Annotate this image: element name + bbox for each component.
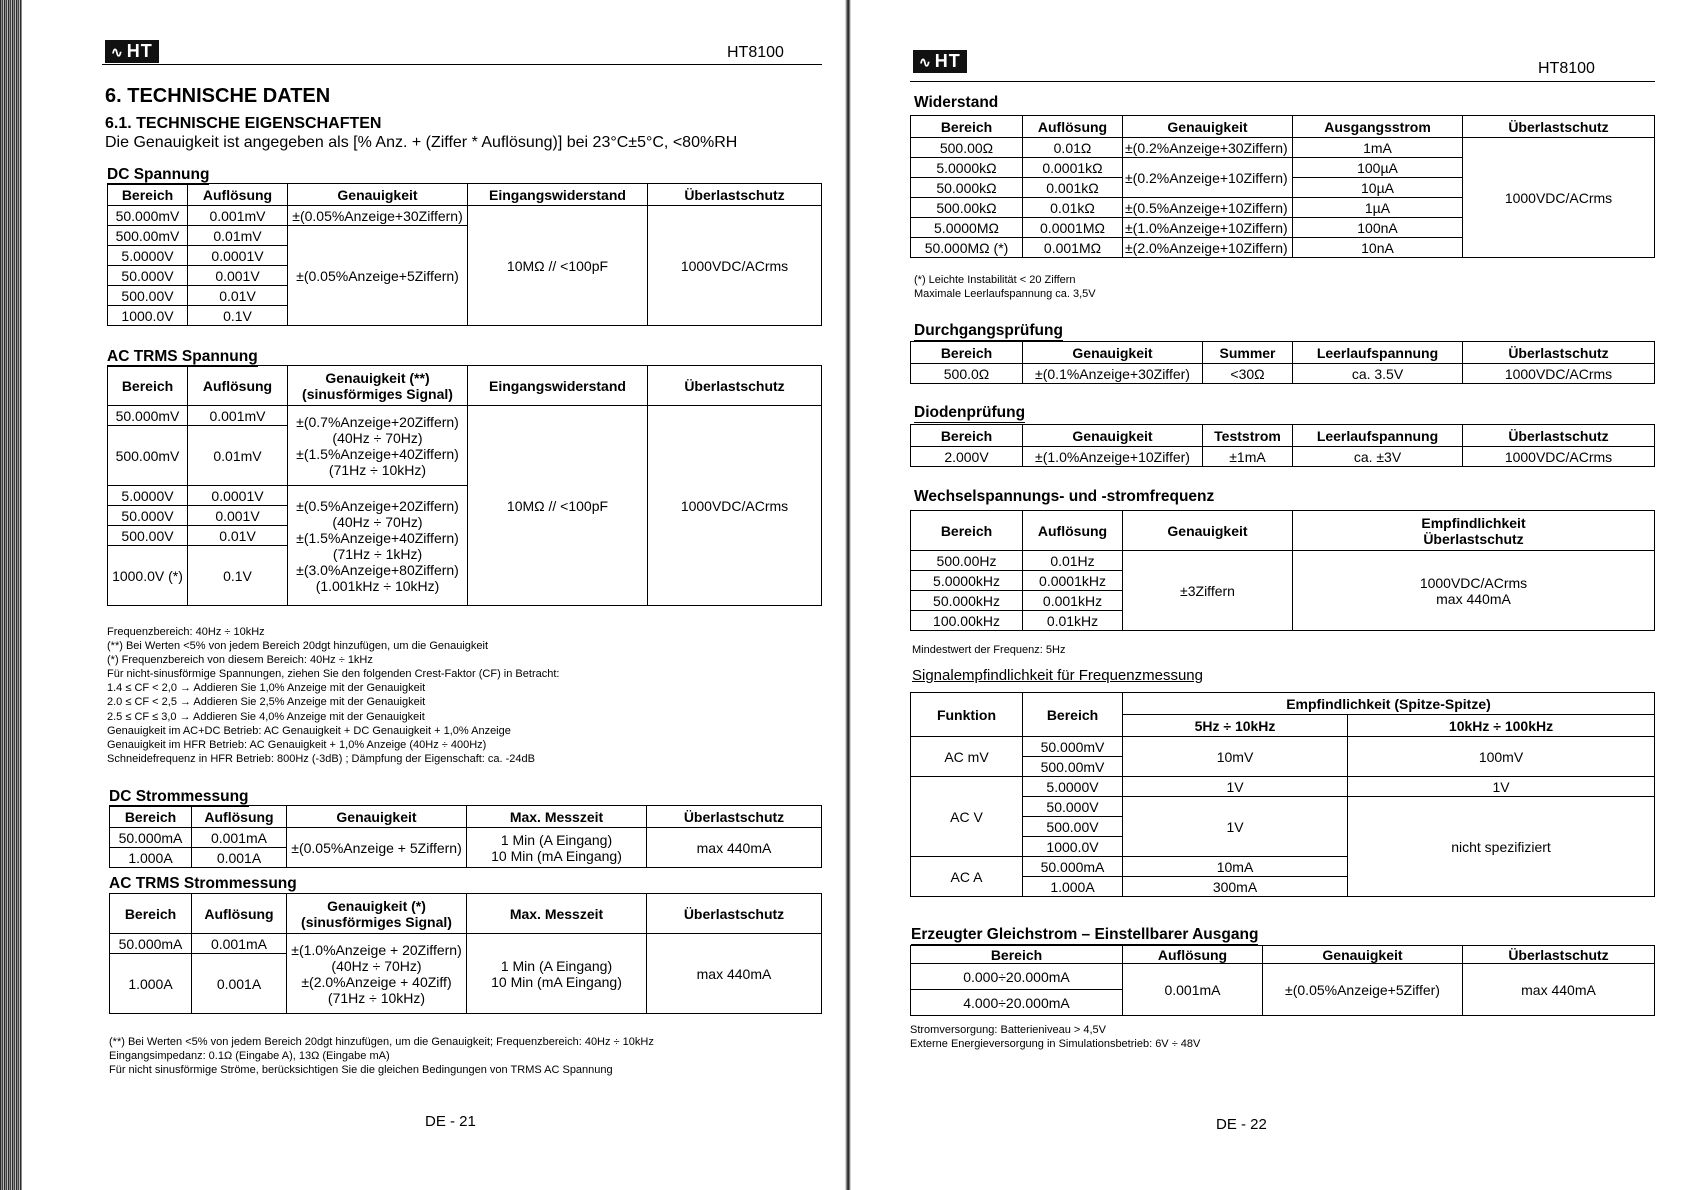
diode-table: [910, 424, 1655, 467]
header-line: Genauigkeit (*): [327, 897, 426, 914]
current-cell: 100nA: [1293, 218, 1463, 238]
dc-current-table: [109, 805, 822, 868]
header-line: Empfindlichkeit: [1421, 514, 1526, 531]
resolution-cell: 0.001A: [192, 954, 287, 1014]
note-line: 1.4 ≤ CF < 2,0 → Addieren Sie 1,0% Anzeige mit der Genauigkeit: [107, 682, 426, 695]
function-cell: AC mV: [911, 737, 1023, 777]
col-header: Bereich: [1023, 693, 1123, 737]
accuracy-line: ±(3.0%Anzeige+80Ziffern): [296, 561, 459, 578]
protection-cell: 1000VDC/ACrms: [648, 206, 822, 326]
function-cell: AC V: [911, 777, 1023, 857]
range-cell: 50.000mA: [110, 934, 192, 954]
resolution-cell: 0.0001MΩ: [1023, 218, 1123, 238]
note-line: Eingangsimpedanz: 0.1Ω (Eingabe A), 13Ω (Eingabe mA): [109, 1050, 390, 1063]
resolution-cell: 0.01Hz: [1023, 551, 1123, 571]
current-cell: 1mA: [1293, 138, 1463, 158]
col-header: Überlastschutz: [1463, 342, 1655, 364]
resolution-cell: 0.0001kΩ: [1023, 158, 1123, 178]
note-line: Schneidefrequenz in HFR Betrieb: 800Hz (-3dB) ; Dämpfung der Eigenschaft: ca. -24dB: [107, 752, 536, 765]
col-header: Überlastschutz: [647, 894, 822, 934]
col-header: Genauigkeit: [1123, 116, 1293, 138]
note-line: (*) Leichte Instabilität < 20 Ziffern: [914, 274, 1076, 286]
current-cell: 10nA: [1293, 238, 1463, 258]
range-cell: 5.0000kHz: [911, 571, 1023, 591]
table-row: [911, 447, 1655, 467]
impedance-cell: 10MΩ // <100pF: [468, 406, 648, 606]
col-header: Bereich: [108, 366, 188, 406]
col-header: Eingangswiderstand: [468, 184, 648, 206]
resolution-cell: 0.001kHz: [1023, 591, 1123, 611]
current-cell: 1µA: [1293, 198, 1463, 218]
table-row: [911, 797, 1655, 817]
table-row: [108, 406, 822, 426]
protection-cell: max 440mA: [647, 934, 822, 1014]
table-row: [911, 964, 1655, 990]
accuracy-cell: ±(0.2%Anzeige+10Ziffern): [1123, 158, 1293, 198]
note-line: Für nicht sinusförmige Ströme, berücksichtigen Sie die gleichen Bedingungen von TRMS AC Spannung: [109, 1064, 613, 1077]
resolution-cell: 0.01V: [188, 286, 288, 306]
range-cell: 50.000mV: [1023, 737, 1123, 757]
ac-current-title: AC TRMS Strommessung: [109, 875, 297, 892]
resolution-cell: 0.01kHz: [1023, 611, 1123, 631]
col-header: Leerlaufspannung: [1293, 425, 1463, 447]
sensitivity-hi-cell: nicht spezifiziert: [1348, 797, 1655, 897]
note-line: Externe Energieversorgung in Simulationsbetrieb: 6V ÷ 48V: [910, 1038, 1201, 1051]
ac-voltage-title: AC TRMS Spannung: [107, 348, 258, 365]
range-cell: 1000.0V (*): [108, 546, 188, 606]
range-cell: 50.000V: [108, 506, 188, 526]
ht-logo: ∿ HT: [105, 40, 159, 63]
col-header: Teststrom: [1203, 425, 1293, 447]
resolution-cell: 0.1V: [188, 546, 288, 606]
header-line: (sinusförmiges Signal): [301, 913, 452, 930]
accuracy-cell: ±(0.05%Anzeige + 5Ziffern): [287, 828, 467, 868]
page-right: [860, 0, 1665, 1190]
note-line: Maximale Leerlaufspannung ca. 3,5V: [914, 288, 1096, 301]
resolution-cell: 0.001MΩ: [1023, 238, 1123, 258]
resolution-cell: 0.0001V: [188, 486, 288, 506]
col-header: Bereich: [911, 342, 1023, 364]
ac-voltage-notes: [107, 625, 559, 766]
col-header: Überlastschutz: [1463, 946, 1655, 964]
col-header: Max. Messzeit: [467, 806, 647, 828]
resolution-cell: 0.01Ω: [1023, 138, 1123, 158]
accuracy-cell: ±(1.0%Anzeige+10Ziffer): [1023, 447, 1203, 467]
page-number: DE - 21: [425, 1113, 476, 1130]
model-name: HT8100: [727, 44, 784, 61]
accuracy-cell: ±(0.1%Anzeige+30Ziffer): [1023, 364, 1203, 384]
range-cell: 1.000A: [110, 954, 192, 1014]
current-cell: 100µA: [1293, 158, 1463, 178]
sensitivity-lo-cell: 1V: [1123, 777, 1348, 797]
generated-current-table: [910, 945, 1655, 1016]
book-gutter: [845, 0, 851, 1190]
frequency-note: Mindestwert der Frequenz: 5Hz: [912, 644, 1066, 656]
resolution-cell: 0.001V: [188, 266, 288, 286]
frequency-title: Wechselspannungs- und -stromfrequenz: [914, 488, 1215, 505]
range-cell: 500.00Ω: [911, 138, 1023, 158]
note-line: Stromversorgung: Batterieniveau > 4,5V: [910, 1024, 1106, 1036]
resolution-cell: 0.001mA: [192, 934, 287, 954]
model-name: HT8100: [1538, 60, 1595, 77]
continuity-title: Durchgangsprüfung: [914, 322, 1063, 339]
col-header: Auflösung: [188, 366, 288, 406]
range-cell: 5.0000V: [108, 486, 188, 506]
voltage-cell: ca. 3.5V: [1293, 364, 1463, 384]
range-cell: 50.000MΩ (*): [911, 238, 1023, 258]
table-row: [110, 828, 822, 848]
col-header: Überlastschutz: [648, 184, 822, 206]
chapter-title: 6. TECHNISCHE DATEN: [105, 85, 331, 107]
resolution-cell: 0.0001kHz: [1023, 571, 1123, 591]
col-header: Überlastschutz: [1463, 425, 1655, 447]
accuracy-line: (1.001kHz ÷ 10kHz): [315, 577, 440, 594]
accuracy-line: (40Hz ÷ 70Hz): [331, 957, 422, 974]
col-header: Empfindlichkeit (Spitze-Spitze): [1123, 693, 1655, 715]
time-line: 1 Min (A Eingang): [500, 957, 613, 974]
range-cell: 500.00mV: [1023, 757, 1123, 777]
time-line: 10 Min (mA Eingang): [491, 847, 622, 864]
range-cell: 50.000mA: [1023, 857, 1123, 877]
range-cell: 4.000÷20.000mA: [911, 990, 1123, 1016]
col-header: Auflösung: [192, 894, 287, 934]
accuracy-cell: ±(1.0%Anzeige+10Ziffern): [1123, 218, 1293, 238]
page-left: [30, 0, 835, 1190]
sensitivity-hi-cell: 1V: [1348, 777, 1655, 797]
header-line: Überlastschutz: [1423, 530, 1524, 547]
col-header: Genauigkeit: [1123, 511, 1293, 551]
generated-current-notes: [910, 1023, 1200, 1051]
col-header: Überlastschutz: [647, 806, 822, 828]
col-header: [287, 894, 467, 934]
accuracy-cell: ±(2.0%Anzeige+10Ziffern): [1123, 238, 1293, 258]
sensitivity-lo-cell: 1V: [1123, 797, 1348, 857]
time-line: 10 Min (mA Eingang): [491, 973, 622, 990]
col-header: Summer: [1203, 342, 1293, 364]
col-header: Überlastschutz: [648, 366, 822, 406]
table-row: [911, 777, 1655, 797]
range-cell: 50.000mV: [108, 206, 188, 226]
resolution-cell: 0.001mV: [188, 406, 288, 426]
range-cell: 5.0000kΩ: [911, 158, 1023, 178]
col-header: Leerlaufspannung: [1293, 342, 1463, 364]
accuracy-cell: [288, 406, 468, 486]
accuracy-line: (40Hz ÷ 70Hz): [332, 429, 423, 446]
table-row: [911, 551, 1655, 571]
note-line: Frequenzbereich: 40Hz ÷ 10kHz: [107, 626, 265, 638]
accuracy-cell: ±3Ziffern: [1123, 551, 1293, 631]
resolution-cell: 0.001kΩ: [1023, 178, 1123, 198]
resolution-cell: 0.001mV: [188, 206, 288, 226]
note-line: (*) Frequenzbereich von diesem Bereich: 40Hz ÷ 1kHz: [107, 654, 373, 667]
protection-cell: 1000VDC/ACrms: [1463, 447, 1655, 467]
range-cell: 1.000A: [1023, 877, 1123, 897]
note-line: Für nicht-sinusförmige Spannungen, ziehen Sie den folgenden Crest-Faktor (CF) in Betracht:: [107, 668, 560, 681]
dc-current-title: DC Strommessung: [109, 788, 249, 805]
range-cell: 1.000A: [110, 848, 192, 868]
range-cell: 1000.0V: [108, 306, 188, 326]
accuracy-cell: [288, 486, 468, 606]
range-cell: 0.000÷20.000mA: [911, 964, 1123, 990]
accuracy-line: ±(1.0%Anzeige + 20Ziffern): [291, 941, 462, 958]
accuracy-line: ±(1.5%Anzeige+40Ziffern): [296, 529, 459, 546]
resolution-cell: 0.001V: [188, 506, 288, 526]
table-row: [911, 737, 1655, 757]
range-cell: 500.00kΩ: [911, 198, 1023, 218]
col-header: Genauigkeit: [1023, 342, 1203, 364]
impedance-cell: 10MΩ // <100pF: [468, 206, 648, 326]
frequency-table: [910, 510, 1655, 631]
col-header: [288, 366, 468, 406]
col-header: Auflösung: [188, 184, 288, 206]
buzzer-cell: <30Ω: [1203, 364, 1293, 384]
range-cell: 100.00kHz: [911, 611, 1023, 631]
ht-logo: ∿ HT: [913, 50, 967, 73]
resolution-cell: 0.0001V: [188, 246, 288, 266]
note-line: Genauigkeit im AC+DC Betrieb: AC Genauigkeit + DC Genauigkeit + 1,0% Anzeige: [107, 724, 511, 737]
table-row: [110, 934, 822, 954]
accuracy-cell: ±(0.05%Anzeige+5Ziffer): [1263, 964, 1463, 1016]
col-header: Eingangswiderstand: [468, 366, 648, 406]
range-cell: 50.000mA: [110, 828, 192, 848]
range-cell: 500.00mV: [108, 226, 188, 246]
range-cell: 5.0000V: [108, 246, 188, 266]
range-cell: 500.00V: [108, 526, 188, 546]
accuracy-line: (71Hz ÷ 10kHz): [327, 989, 426, 1006]
generated-current-title: Erzeugter Gleichstrom – Einstellbarer Ausgang: [911, 926, 1259, 943]
ac-current-table: [109, 893, 822, 1014]
table-row: [108, 206, 822, 226]
table-row: [911, 138, 1655, 158]
accuracy-line: ±(0.5%Anzeige+20Ziffern): [296, 497, 459, 514]
accuracy-cell: ±(0.2%Anzeige+30Ziffern): [1123, 138, 1293, 158]
sensitivity-line: max 440mA: [1436, 590, 1511, 607]
col-header: [1293, 511, 1655, 551]
header-rule: [910, 81, 1655, 82]
accuracy-line: (40Hz ÷ 70Hz): [332, 513, 423, 530]
range-cell: 50.000V: [108, 266, 188, 286]
note-line: (**) Bei Werten <5% von jedem Bereich 20dgt hinzufügen, um die Genauigkeit: [107, 640, 489, 653]
resistance-notes: [914, 273, 1096, 301]
range-cell: 5.0000MΩ: [911, 218, 1023, 238]
resolution-cell: 0.001mA: [1123, 964, 1263, 1016]
table-row: [911, 364, 1655, 384]
accuracy-line: ±(2.0%Anzeige + 40Ziff): [301, 973, 452, 990]
continuity-table: [910, 341, 1655, 384]
sensitivity-hi-cell: 100mV: [1348, 737, 1655, 777]
signal-sensitivity-table: [910, 692, 1655, 897]
col-header: Bereich: [110, 806, 192, 828]
col-header: Ausgangsstrom: [1293, 116, 1463, 138]
sensitivity-lo-cell: 10mA: [1123, 857, 1348, 877]
protection-cell: 1000VDC/ACrms: [1463, 138, 1655, 258]
note-line: 2.5 ≤ CF ≤ 3,0 → Addieren Sie 4,0% Anzeige mit der Genauigkeit: [107, 710, 425, 723]
range-cell: 1000.0V: [1023, 837, 1123, 857]
resolution-cell: 0.001A: [192, 848, 287, 868]
resistance-table: [910, 115, 1655, 258]
col-header: Genauigkeit: [287, 806, 467, 828]
protection-cell: 1000VDC/ACrms: [1463, 364, 1655, 384]
function-cell: AC A: [911, 857, 1023, 897]
header-rule: [102, 64, 822, 65]
test-current-cell: ±1mA: [1203, 447, 1293, 467]
col-header: Bereich: [108, 184, 188, 206]
sensitivity-lo-cell: 10mV: [1123, 737, 1348, 777]
signal-sensitivity-title: Signalempfindlichkeit für Frequenzmessung: [912, 667, 1203, 684]
ac-voltage-table: [107, 365, 822, 606]
dc-voltage-title: DC Spannung: [107, 166, 210, 183]
col-header: Bereich: [911, 116, 1023, 138]
range-cell: 500.00V: [108, 286, 188, 306]
sensitivity-cell: [1293, 551, 1655, 631]
header-line: Genauigkeit (**): [325, 369, 430, 386]
col-header: Bereich: [110, 894, 192, 934]
protection-cell: max 440mA: [647, 828, 822, 868]
range-cell: 2.000V: [911, 447, 1023, 467]
accuracy-intro: Die Genauigkeit ist angegeben als [% Anz. + (Ziffer * Auflösung)] bei 23°C±5°C, <80%RH: [105, 134, 738, 151]
range-cell: 500.00Hz: [911, 551, 1023, 571]
accuracy-line: ±(1.5%Anzeige+40Ziffern): [296, 445, 459, 462]
resolution-cell: 0.001mA: [192, 828, 287, 848]
ac-current-notes: [109, 1035, 654, 1077]
time-cell: [467, 934, 647, 1014]
range-cell: 50.000mV: [108, 406, 188, 426]
col-header: Auflösung: [1123, 946, 1263, 964]
resolution-cell: 0.01mV: [188, 226, 288, 246]
time-line: 1 Min (A Eingang): [500, 831, 613, 848]
col-header: Bereich: [911, 425, 1023, 447]
col-header: Bereich: [911, 511, 1023, 551]
section-title: 6.1. TECHNISCHE EIGENSCHAFTEN: [105, 115, 382, 132]
protection-cell: max 440mA: [1463, 964, 1655, 1016]
voltage-cell: ca. ±3V: [1293, 447, 1463, 467]
range-cell: 500.0Ω: [911, 364, 1023, 384]
resolution-cell: 0.1V: [188, 306, 288, 326]
sensitivity-lo-cell: 300mA: [1123, 877, 1348, 897]
col-header: Überlastschutz: [1463, 116, 1655, 138]
col-header: Genauigkeit: [1263, 946, 1463, 964]
resolution-cell: 0.01kΩ: [1023, 198, 1123, 218]
range-cell: 50.000kΩ: [911, 178, 1023, 198]
page-number: DE - 22: [1216, 1116, 1267, 1133]
dc-voltage-table: [107, 183, 822, 326]
range-cell: 50.000V: [1023, 797, 1123, 817]
note-line: (**) Bei Werten <5% von jedem Bereich 20dgt hinzufügen, um die Genauigkeit; Frequenzbereich: 40Hz ÷ 10kHz: [109, 1036, 654, 1048]
sensitivity-line: 1000VDC/ACrms: [1419, 574, 1528, 591]
accuracy-cell: ±(0.05%Anzeige+5Ziffern): [288, 226, 468, 326]
accuracy-line: (71Hz ÷ 10kHz): [328, 461, 427, 478]
col-header: Auflösung: [192, 806, 287, 828]
col-header: 10kHz ÷ 100kHz: [1348, 715, 1655, 737]
protection-cell: 1000VDC/ACrms: [648, 406, 822, 606]
diode-title: Diodenprüfung: [914, 404, 1026, 421]
col-header: Genauigkeit: [1023, 425, 1203, 447]
current-cell: 10µA: [1293, 178, 1463, 198]
range-cell: 500.00V: [1023, 817, 1123, 837]
col-header: 5Hz ÷ 10kHz: [1123, 715, 1348, 737]
range-cell: 5.0000V: [1023, 777, 1123, 797]
resolution-cell: 0.01V: [188, 526, 288, 546]
accuracy-line: ±(0.7%Anzeige+20Ziffern): [296, 413, 459, 430]
scan-edge: [0, 0, 22, 1190]
note-line: 2.0 ≤ CF < 2,5 → Addieren Sie 2,5% Anzeige mit der Genauigkeit: [107, 696, 426, 709]
col-header: Auflösung: [1023, 116, 1123, 138]
header-line: (sinusförmiges Signal): [302, 385, 453, 402]
col-header: Bereich: [911, 946, 1123, 964]
accuracy-cell: ±(0.05%Anzeige+30Ziffern): [288, 206, 468, 226]
accuracy-line: (71Hz ÷ 1kHz): [332, 545, 423, 562]
col-header: Funktion: [911, 693, 1023, 737]
resolution-cell: 0.01mV: [188, 426, 288, 486]
col-header: Auflösung: [1023, 511, 1123, 551]
range-cell: 500.00mV: [108, 426, 188, 486]
time-cell: [467, 828, 647, 868]
range-cell: 50.000kHz: [911, 591, 1023, 611]
note-line: Genauigkeit im HFR Betrieb: AC Genauigkeit + 1,0% Anzeige (40Hz ÷ 400Hz): [107, 738, 487, 751]
resistance-title: Widerstand: [914, 94, 999, 111]
accuracy-cell: [287, 934, 467, 1014]
col-header: Max. Messzeit: [467, 894, 647, 934]
col-header: Genauigkeit: [288, 184, 468, 206]
accuracy-cell: ±(0.5%Anzeige+10Ziffern): [1123, 198, 1293, 218]
